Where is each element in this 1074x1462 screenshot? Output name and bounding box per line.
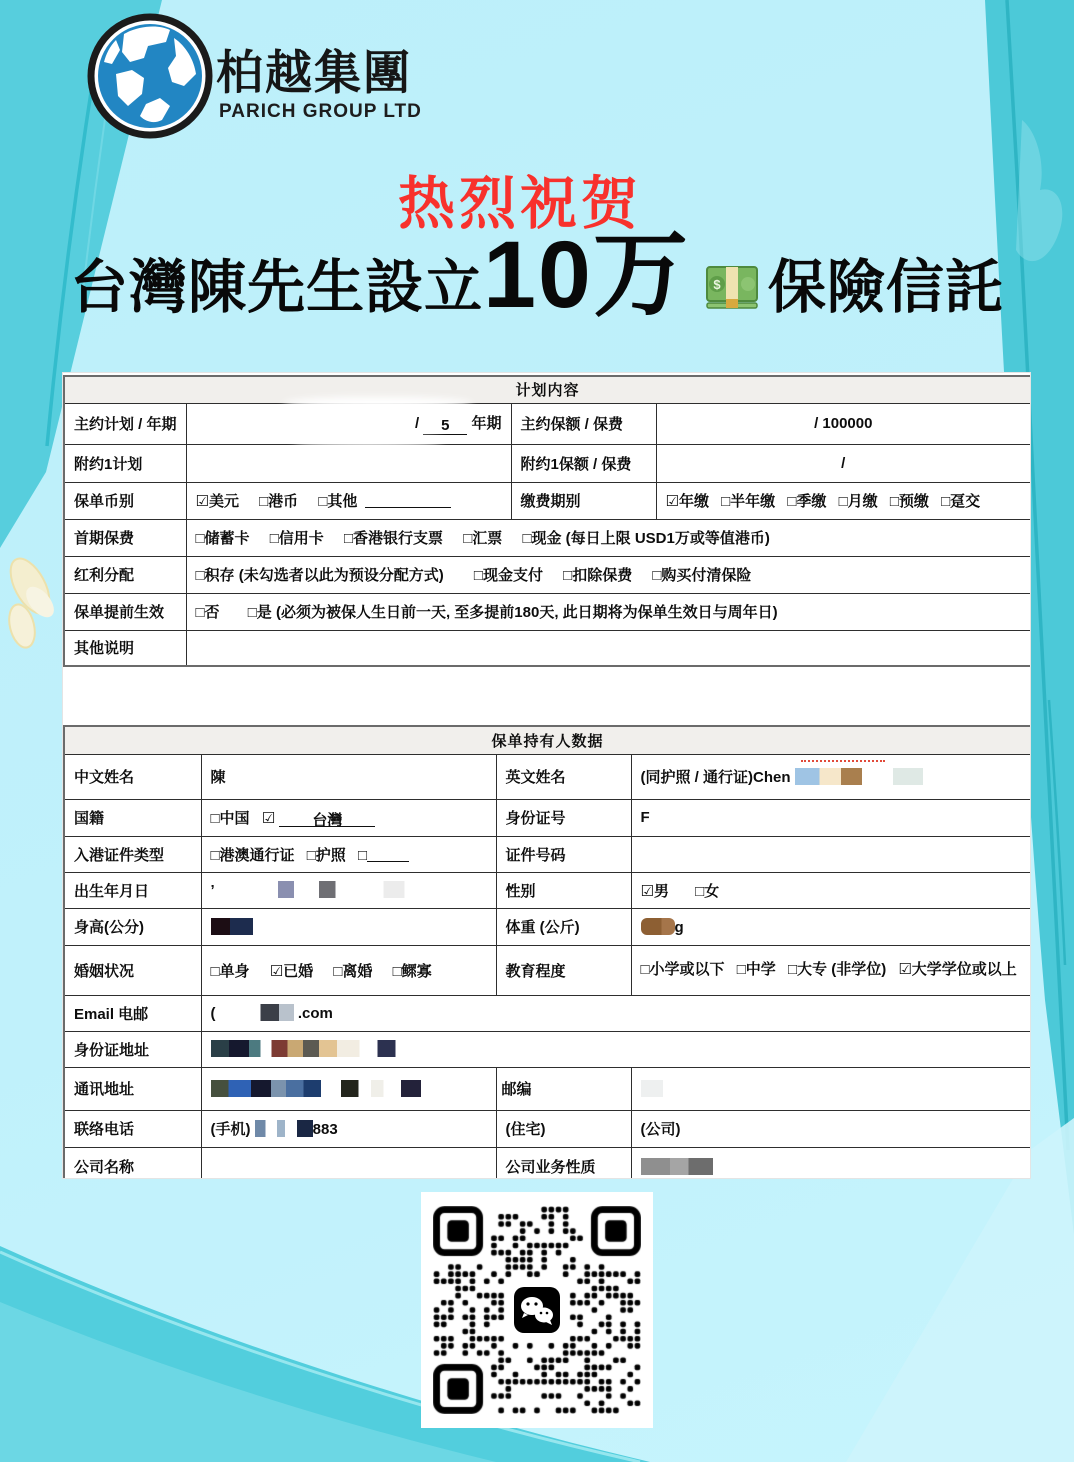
table-row	[64, 754, 1030, 799]
congrats-text: 热烈祝贺	[398, 172, 642, 236]
redacted-text	[255, 1120, 313, 1137]
field-label: 主约计划 / 年期	[64, 403, 186, 444]
redacted-text	[795, 768, 883, 785]
entry-doc-options-cell	[201, 836, 496, 872]
field-label: 公司名称	[64, 1147, 201, 1178]
headline-line	[0, 222, 1074, 328]
spellcheck-underline	[801, 757, 885, 762]
redacted-text	[211, 1080, 461, 1097]
field-label: 国籍	[64, 799, 201, 836]
field-label: 体重 (公斤)	[496, 908, 631, 945]
checkbox-male[interactable]: ☑男	[640, 882, 669, 900]
checkbox-debit-card[interactable]: □储蓄卡	[195, 530, 250, 547]
email-cell[interactable]: ( .com	[201, 995, 1030, 1031]
field-label: 保单提前生效	[64, 593, 186, 630]
field-label: 联络电话	[64, 1110, 201, 1147]
home-phone-cell[interactable]: (住宅)	[496, 1110, 631, 1147]
table-row	[64, 1067, 1030, 1110]
field-label: 红利分配	[64, 556, 186, 593]
currency-options-cell	[186, 482, 511, 519]
redacted-text	[211, 918, 253, 935]
table-row	[64, 799, 1030, 836]
table-row	[64, 995, 1030, 1031]
dividend-options-cell	[186, 556, 1030, 593]
checkbox-lumpsum[interactable]: □趸交	[941, 493, 981, 510]
checkbox-passport[interactable]: □护照	[306, 846, 346, 864]
plan-table-title: 计划内容	[64, 376, 1030, 403]
checkbox-single[interactable]: □单身	[210, 962, 250, 980]
form-document	[63, 373, 1030, 1178]
table-row	[64, 482, 1030, 519]
checkbox-other-currency[interactable]: □其他	[318, 493, 358, 510]
field-label: 主约保额 / 保费	[511, 403, 656, 444]
field-label: 婚姻状况	[64, 945, 201, 995]
field-label: 附约1计划	[64, 444, 186, 482]
table-row	[64, 593, 1030, 630]
table-row	[64, 1110, 1030, 1147]
globe-icon	[86, 12, 214, 140]
butterfly-decoration	[3, 552, 60, 650]
holder-table	[63, 725, 1030, 1178]
field-label: 附约1保额 / 保费	[511, 444, 656, 482]
id-address-cell[interactable]	[201, 1031, 1030, 1067]
checkbox-no[interactable]: □否	[195, 604, 220, 621]
mobile-phone-cell[interactable]: (手机) 883	[201, 1110, 496, 1147]
field-label: 教育程度	[496, 945, 631, 995]
headline-amount: 10万	[483, 222, 690, 328]
main-amount-value-cell[interactable]: / 100000	[656, 403, 1030, 444]
checkbox-taiwan[interactable]: ☑	[261, 810, 276, 827]
field-label: 性别	[496, 872, 631, 908]
checkbox-usd[interactable]: ☑美元	[195, 493, 239, 510]
other-doc-input-line[interactable]	[367, 844, 409, 862]
table-row	[64, 908, 1030, 945]
checkbox-credit-card[interactable]: □信用卡	[269, 530, 324, 547]
headline-prefix: 台灣陳先生設立	[70, 255, 484, 320]
field-label: 中文姓名	[64, 754, 201, 799]
redacted-text	[211, 1158, 303, 1175]
table-row	[64, 519, 1030, 556]
table-row	[64, 630, 1030, 666]
redacted-text	[641, 918, 675, 935]
wechat-icon	[514, 1287, 560, 1338]
field-label: 出生年月日	[64, 872, 201, 908]
redacted-text	[211, 1040, 436, 1057]
checkbox-paidup-insurance[interactable]: □购买付清保险	[652, 567, 752, 584]
checkbox-hk-macau-permit[interactable]: □港澳通行证	[210, 846, 295, 864]
checkbox-accumulate[interactable]: □积存 (未勾选者以此为预设分配方式)	[195, 567, 444, 584]
first-premium-options-cell	[186, 519, 1030, 556]
headline-suffix: 保險信託	[767, 255, 1004, 320]
table-row	[64, 556, 1030, 593]
money-banknote-icon	[704, 265, 760, 316]
checkbox-married[interactable]: ☑已婚	[269, 962, 314, 980]
checkbox-yes[interactable]: □是 (必须为被保人生日前一天, 至多提前180天, 此日期将为保单生效日与周年日)	[247, 604, 778, 621]
field-label: 缴费期别	[511, 482, 656, 519]
svg-text:$: $	[713, 277, 721, 292]
redacted-text	[641, 1158, 713, 1175]
field-label: 保单币别	[64, 482, 186, 519]
checkbox-monthly[interactable]: □月缴	[838, 493, 878, 510]
erased-smudge	[283, 397, 473, 411]
checkbox-divorced[interactable]: □离婚	[333, 962, 373, 980]
checkbox-widowed[interactable]: □鳏寡	[392, 962, 432, 980]
checkbox-diploma[interactable]: □大专 (非学位)	[787, 960, 887, 978]
term-input-line[interactable]: 5	[423, 417, 467, 435]
height-cell[interactable]	[201, 908, 496, 945]
rider-plan-value-cell[interactable]	[186, 444, 511, 482]
rider-amount-value-cell[interactable]: /	[656, 444, 1030, 482]
checkbox-semiannual[interactable]: □半年缴	[721, 493, 776, 510]
nationality-input-line[interactable]: 台灣	[279, 809, 375, 827]
checkbox-prepay[interactable]: □预缴	[889, 493, 929, 510]
checkbox-remittance[interactable]: □汇票	[463, 530, 503, 547]
table-row	[64, 444, 1030, 482]
field-label: 通讯地址	[64, 1067, 201, 1110]
field-label: 英文姓名	[496, 754, 631, 799]
redacted-text	[218, 881, 448, 898]
gender-options-cell	[631, 872, 1030, 908]
id-number-cell[interactable]: F	[631, 799, 1030, 836]
table-row	[64, 836, 1030, 872]
field-label: 首期保费	[64, 519, 186, 556]
weight-cell[interactable]: g	[631, 908, 1030, 945]
main-plan-value-cell[interactable]: / 5 年期	[186, 403, 511, 444]
checkbox-secondary[interactable]: □中学	[736, 960, 776, 978]
field-label: 入港证件类型	[64, 836, 201, 872]
plan-table	[63, 375, 1030, 667]
redacted-text	[220, 1004, 294, 1021]
field-label: 身份证号	[496, 799, 631, 836]
checkbox-other-doc[interactable]: □	[357, 846, 368, 864]
field-label: 其他说明	[64, 630, 186, 666]
english-name-cell[interactable]: (同护照 / 通行证)Chen	[631, 754, 1030, 799]
doc-number-cell[interactable]	[631, 836, 1030, 872]
zip-cell[interactable]	[631, 1067, 1030, 1110]
brand-name-zh: 柏越集團	[216, 46, 412, 99]
field-label: 公司业务性质	[496, 1147, 631, 1178]
company-phone-cell[interactable]: (公司)	[631, 1110, 1030, 1147]
company-name-cell[interactable]	[201, 1147, 496, 1178]
checkbox-china[interactable]: □中国	[210, 810, 250, 827]
checkbox-female[interactable]: □女	[695, 882, 720, 900]
holder-table-title: 保单持有人数据	[64, 726, 1030, 754]
company-logo	[86, 12, 214, 140]
field-label: 身高(公分)	[64, 908, 201, 945]
redacted-text	[893, 768, 923, 785]
checkbox-university[interactable]: ☑大学学位或以上	[898, 960, 1017, 978]
table-row	[64, 872, 1030, 908]
field-label: 身份证地址	[64, 1031, 201, 1067]
field-label: Email 电邮	[64, 995, 201, 1031]
other-notes-cell[interactable]	[186, 630, 1030, 666]
wechat-qr-code	[421, 1192, 653, 1428]
table-row	[64, 403, 1030, 444]
checkbox-cash-payment[interactable]: □现金支付	[473, 567, 543, 584]
checkbox-cash[interactable]: □现金 (每日上限 USD1万或等值港币)	[522, 530, 770, 547]
backdate-options-cell	[186, 593, 1030, 630]
checkbox-quarterly[interactable]: □季缴	[787, 493, 827, 510]
brand-name-en: PARICH GROUP LTD	[219, 101, 422, 122]
checkbox-hkd[interactable]: □港币	[259, 493, 299, 510]
mail-address-cell[interactable]	[201, 1067, 496, 1110]
checkbox-primary[interactable]: □小学或以下	[640, 960, 725, 978]
nationality-options-cell	[201, 799, 496, 836]
table-row	[64, 1147, 1030, 1178]
checkbox-annual[interactable]: ☑年缴	[665, 493, 709, 510]
table-row	[64, 945, 1030, 995]
checkbox-hk-cheque[interactable]: □香港银行支票	[343, 530, 444, 547]
marital-options-cell	[201, 945, 496, 995]
erased-smudge	[293, 435, 443, 447]
other-currency-input-line[interactable]	[365, 490, 451, 508]
table-row	[64, 1031, 1030, 1067]
field-label: 证件号码	[496, 836, 631, 872]
education-options-cell	[631, 945, 1030, 995]
redacted-text	[641, 1080, 663, 1097]
checkbox-deduct-premium[interactable]: □扣除保费	[563, 567, 633, 584]
birthdate-cell[interactable]: ’	[201, 872, 496, 908]
chinese-name-cell[interactable]: 陳	[201, 754, 496, 799]
payment-mode-options-cell	[656, 482, 1030, 519]
company-business-cell[interactable]	[631, 1147, 1030, 1178]
field-label: 邮编	[496, 1067, 631, 1110]
